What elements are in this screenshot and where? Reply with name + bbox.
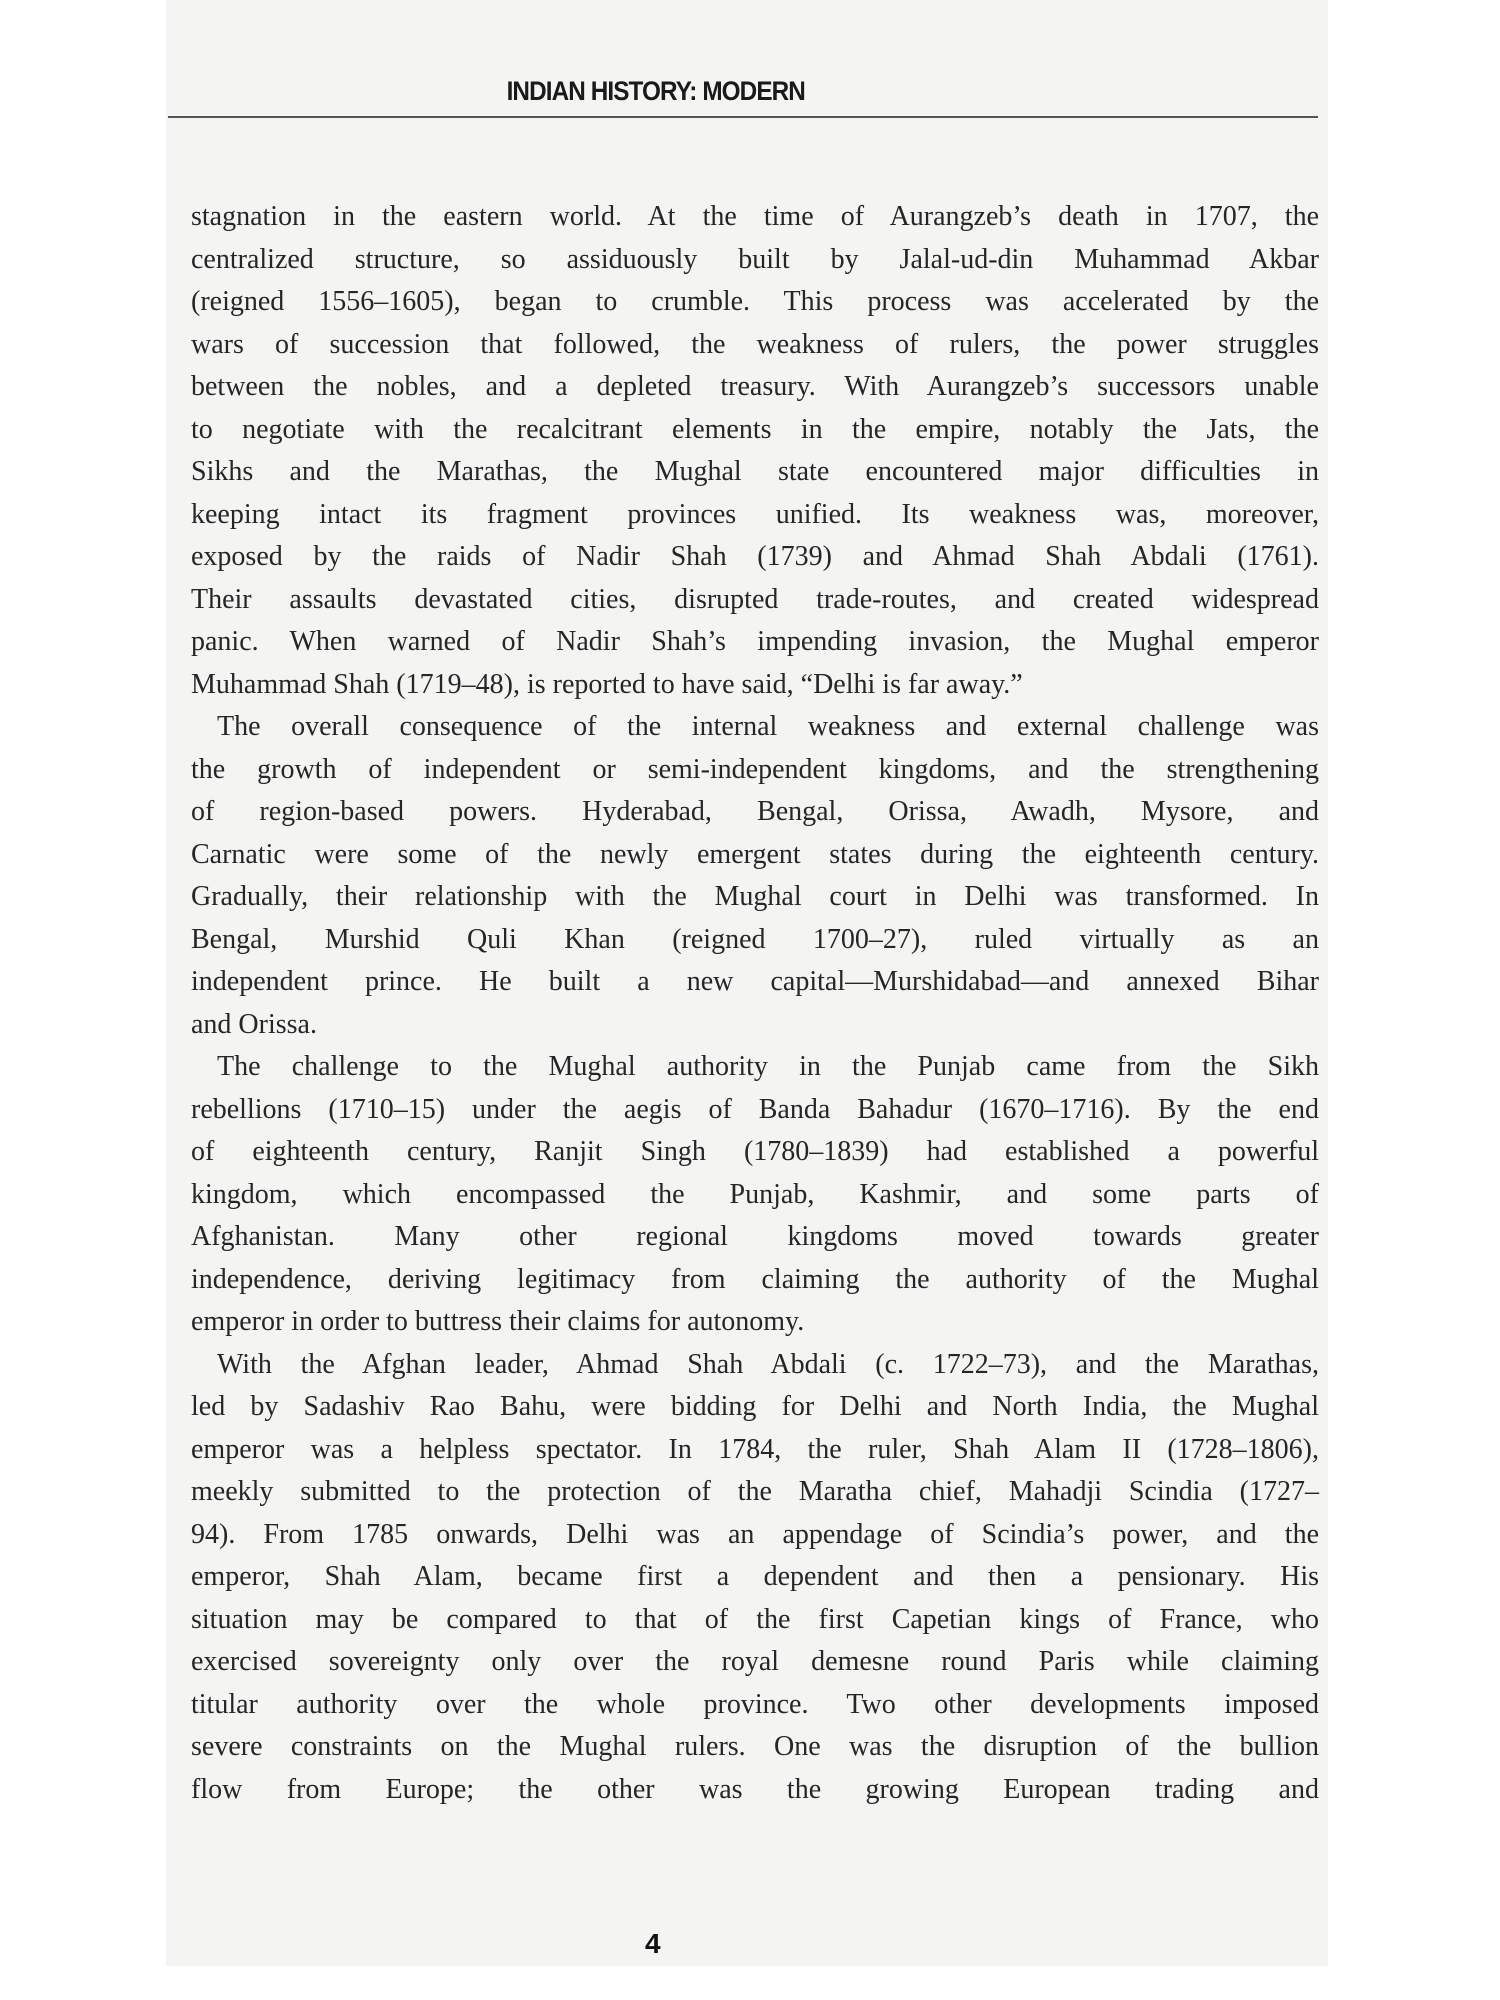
text-line: to negotiate with the recalcitrant elements in the empire, notably the Jats, the <box>191 413 1319 445</box>
text-line: titular authority over the whole province. Two other developments imposed <box>191 1688 1319 1720</box>
text-line: rebellions (1710–15) under the aegis of Banda Bahadur (1670–1716). By the end <box>191 1093 1319 1125</box>
text-line: meekly submitted to the protection of the Maratha chief, Mahadji Scindia (1727– <box>191 1476 1319 1507</box>
text-line: Muhammad Shah (1719–48), is reported to have said, “Delhi is far away.” <box>191 668 1023 700</box>
body-text <box>191 196 1319 1811</box>
text-line: of eighteenth century, Ranjit Singh (1780–1839) had established a powerful <box>191 1136 1319 1167</box>
text-line: Carnatic were some of the newly emergent states during the eighteenth century. <box>191 838 1319 870</box>
text-line: The overall consequence of the internal weakness and external challenge was <box>217 711 1319 742</box>
text-line: severe constraints on the Mughal rulers. One was the disruption of the bullion <box>191 1731 1319 1762</box>
text-line: kingdom, which encompassed the Punjab, Kashmir, and some parts of <box>191 1178 1319 1210</box>
text-line: exposed by the raids of Nadir Shah (1739) and Ahmad Shah Abdali (1761). <box>191 541 1319 572</box>
header-rule <box>168 116 1318 118</box>
text-line: emperor, Shah Alam, became first a dependent and then a pensionary. His <box>191 1561 1319 1592</box>
text-line: led by Sadashiv Rao Bahu, were bidding for Delhi and North India, the Mughal <box>191 1391 1319 1422</box>
text-line: the growth of independent or semi-independent kingdoms, and the strengthening <box>191 753 1319 785</box>
text-line: wars of succession that followed, the weakness of rulers, the power struggles <box>191 328 1319 360</box>
text-line: The challenge to the Mughal authority in the Punjab came from the Sikh <box>217 1051 1319 1082</box>
text-line: stagnation in the eastern world. At the time of Aurangzeb’s death in 1707, the <box>191 201 1319 232</box>
text-line: and Orissa. <box>191 1008 317 1040</box>
text-line: exercised sovereignty only over the royal demesne round Paris while claiming <box>191 1646 1319 1677</box>
text-line: (reigned 1556–1605), began to crumble. This process was accelerated by the <box>191 286 1319 317</box>
text-line: 94). From 1785 onwards, Delhi was an appendage of Scindia’s power, and the <box>191 1518 1319 1550</box>
text-line: independent prince. He built a new capital—Murshidabad—and annexed Bihar <box>191 966 1319 997</box>
text-line: Their assaults devastated cities, disrupted trade-routes, and created widespread <box>191 583 1319 615</box>
text-line: independence, deriving legitimacy from claiming the authority of the Mughal <box>191 1263 1319 1295</box>
text-line: of region-based powers. Hyderabad, Bengal, Orissa, Awadh, Mysore, and <box>191 796 1319 827</box>
text-line: situation may be compared to that of the first Capetian kings of France, who <box>191 1603 1319 1635</box>
running-title: INDIAN HISTORY: MODERN <box>506 76 806 106</box>
text-line: emperor in order to buttress their claims for autonomy. <box>191 1306 805 1337</box>
text-line: centralized structure, so assiduously built by Jalal-ud-din Muhammad Akbar <box>191 243 1319 275</box>
text-line: between the nobles, and a depleted treasury. With Aurangzeb’s successors unable <box>191 371 1319 402</box>
text-line: flow from Europe; the other was the growing European trading and <box>191 1773 1319 1805</box>
text-line: keeping intact its fragment provinces unified. Its weakness was, moreover, <box>191 498 1319 530</box>
page-number: 4 <box>645 1928 661 1959</box>
text-line: panic. When warned of Nadir Shah’s impending invasion, the Mughal emperor <box>191 626 1319 657</box>
text-line: Sikhs and the Marathas, the Mughal state encountered major difficulties in <box>191 456 1319 487</box>
running-header <box>0 76 1500 107</box>
text-line: Gradually, their relationship with the Mughal court in Delhi was transformed. In <box>191 881 1319 912</box>
text-line: Afghanistan. Many other regional kingdoms moved towards greater <box>191 1221 1319 1252</box>
text-line: With the Afghan leader, Ahmad Shah Abdali (c. 1722–73), and the Marathas, <box>217 1348 1319 1380</box>
text-line: emperor was a helpless spectator. In 1784, the ruler, Shah Alam II (1728–1806), <box>191 1433 1319 1465</box>
text-line: Bengal, Murshid Quli Khan (reigned 1700–27), ruled virtually as an <box>191 923 1319 955</box>
